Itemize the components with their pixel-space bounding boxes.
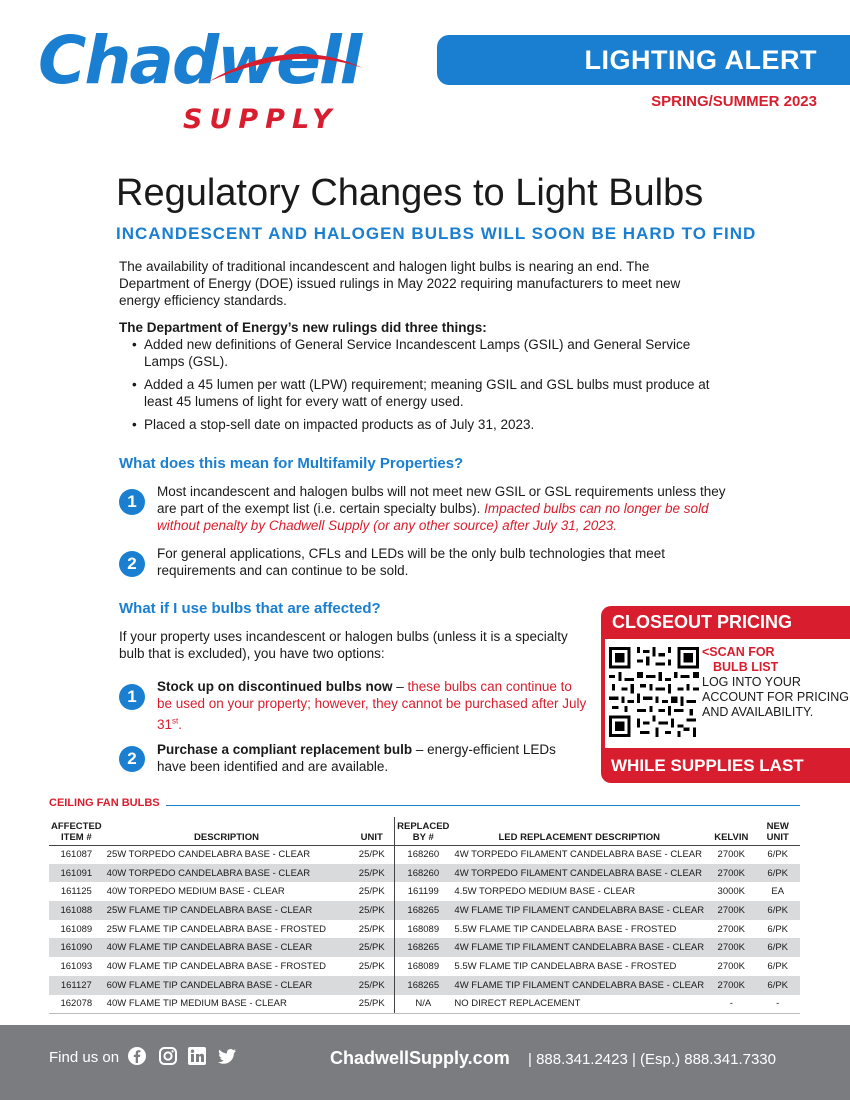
header-text: BY # — [412, 831, 434, 843]
table-row — [49, 901, 800, 920]
cell-description: 40W TORPEDO MEDIUM BASE - CLEAR — [106, 886, 285, 898]
multifamily-heading: What does this mean for Multifamily Properties? — [119, 455, 464, 472]
header-text: ITEM # — [61, 831, 92, 843]
cell-description: 25W FLAME TIP CANDELABRA BASE - FROSTED — [106, 923, 326, 935]
cell-kelvin: 2700K — [707, 864, 755, 883]
cell-kelvin: 2700K — [707, 901, 755, 920]
number-badge-2: 2 — [119, 551, 145, 577]
linkedin-icon[interactable] — [187, 1046, 207, 1066]
option-bold: Stock up on discontinued bulbs now — [157, 679, 393, 694]
col-unit: UNIT — [349, 817, 394, 845]
cell-replaced-by: 168265 — [395, 976, 452, 995]
cell-unit: 25/PK — [349, 938, 394, 957]
table-body — [49, 845, 800, 1013]
option-bold: Purchase a compliant replacement bulb — [157, 742, 413, 757]
cell-unit: 25/PK — [349, 976, 394, 995]
cell-unit: 25/PK — [349, 901, 394, 920]
item-text: Most incandescent and halogen bulbs will not meet new GSIL or GSL requirements unless they are part of the exempt list (i.e. certain specialty bulbs). — [157, 484, 726, 516]
page-subtitle: INCANDESCENT AND HALOGEN BULBS WILL SOON BE HARD TO FIND — [116, 224, 757, 243]
cell-led-description: 5.5W FLAME TIP CANDELABRA BASE - FROSTED — [454, 960, 677, 972]
cell-replaced-by: 168260 — [395, 845, 452, 864]
twitter-icon[interactable] — [217, 1046, 237, 1066]
cell-replaced-by: N/A — [395, 995, 452, 1014]
cell-item-number: 161088 — [49, 901, 104, 920]
cell-new-unit: 6/PK — [755, 938, 800, 957]
cell-led-description: 4W TORPEDO FILAMENT CANDELABRA BASE - CLEAR — [451, 864, 707, 883]
qr-code-icon[interactable] — [609, 647, 699, 737]
table-header-row — [49, 817, 800, 845]
cell-led-description: 4W FLAME TIP FILAMENT CANDELABRA BASE - CLEAR — [451, 976, 707, 995]
cell-led-description: 4W FLAME TIP FILAMENT CANDELABRA BASE - CLEAR — [451, 938, 707, 957]
period: . — [178, 716, 183, 732]
number-badge-2: 2 — [119, 746, 145, 772]
list-item: • Placed a stop-sell date on impacted products as of July 31, 2023. — [132, 416, 732, 433]
option-rest: – energy-efficient LEDs have been identified and are available. — [157, 742, 556, 774]
facebook-icon[interactable] — [127, 1046, 147, 1066]
table-row — [49, 976, 800, 995]
cell-new-unit: EA — [771, 886, 785, 898]
table-row — [49, 864, 800, 883]
cell-led-description: 4.5W TORPEDO MEDIUM BASE - CLEAR — [454, 886, 636, 898]
cell-item-number: 161127 — [49, 976, 104, 995]
cell-description: 40W TORPEDO CANDELABRA BASE - CLEAR — [104, 864, 350, 883]
header-text: AFFECTED — [51, 820, 102, 832]
cell-item-number: 162078 — [49, 995, 104, 1014]
multifamily-item-2: For general applications, CFLs and LEDs will be the only bulb technologies that meet requirements and can continue to be sold. — [157, 546, 666, 578]
col-affected-item — [49, 817, 104, 845]
intro-paragraph: The availability of traditional incandescent and halogen light bulbs is nearing an end. The Department of Energy (DOE) issued rulings in May 2022 requiring manufacturers to meet new energy efficiency standards. — [119, 259, 681, 308]
cell-kelvin: 2700K — [717, 849, 746, 861]
chadwell-supply-logo[interactable] — [38, 22, 368, 138]
table-row — [49, 845, 800, 864]
table-row — [49, 938, 800, 957]
multifamily-item-1 — [157, 483, 727, 534]
closeout-footer: WHILE SUPPLIES LAST — [601, 748, 850, 783]
ceiling-fan-bulbs-table — [49, 817, 800, 1014]
table-row — [49, 882, 800, 901]
cell-led-description: 4W TORPEDO FILAMENT CANDELABRA BASE - CLEAR — [454, 849, 702, 861]
list-item: • Added new definitions of General Service Incandescent Lamps (GSIL) and General Service Lamps (GSL). — [132, 336, 732, 370]
cell-replaced-by: 168260 — [395, 864, 452, 883]
cell-unit: 25/PK — [349, 995, 394, 1014]
col-description: DESCRIPTION — [104, 817, 350, 845]
cell-new-unit: 6/PK — [767, 849, 789, 861]
affected-option-2 — [157, 741, 587, 775]
cell-replaced-by: 168265 — [395, 938, 452, 957]
cell-unit: 25/PK — [358, 923, 385, 935]
cell-description: 40W FLAME TIP CANDELABRA BASE - FROSTED — [106, 960, 326, 972]
cell-description: 60W FLAME TIP CANDELABRA BASE - CLEAR — [104, 976, 350, 995]
cell-replaced-by: 168089 — [395, 920, 452, 939]
superscript: st — [172, 716, 179, 725]
cell-description: 25W FLAME TIP CANDELABRA BASE - CLEAR — [104, 901, 350, 920]
cell-new-unit: 6/PK — [755, 901, 800, 920]
cell-new-unit: - — [755, 995, 800, 1014]
cell-replaced-by: 168089 — [395, 957, 452, 976]
cell-unit: 25/PK — [349, 864, 394, 883]
table-title-bar — [49, 797, 800, 811]
dash: – — [392, 679, 408, 694]
cell-kelvin: 2700K — [717, 960, 746, 972]
affected-option-1 — [157, 678, 587, 733]
instagram-icon[interactable] — [158, 1046, 178, 1066]
list-item: • Added a 45 lumen per watt (LPW) requirement; meaning GSIL and GSL bulbs must produce at least 45 lumens of light for every watt of energy used. — [132, 376, 732, 410]
logo-subtext: SUPPLY — [183, 104, 339, 135]
cell-unit: 25/PK — [358, 960, 385, 972]
item-warning-text: Impacted bulbs can no longer be sold without penalty by Chadwell Supply (or any other source) after July 31, 2023. — [157, 501, 709, 533]
cell-kelvin: 2700K — [707, 938, 755, 957]
scan-label-2: BULB LIST — [713, 660, 779, 674]
closeout-title: CLOSEOUT PRICING — [601, 606, 850, 639]
table-row — [49, 995, 800, 1014]
cell-new-unit: 6/PK — [755, 864, 800, 883]
cell-kelvin: 3000K — [717, 886, 746, 898]
table-title: CEILING FAN BULBS — [49, 797, 166, 809]
cell-item-number: 161093 — [60, 960, 93, 972]
header-text: REPLACED — [397, 820, 450, 832]
website-link[interactable]: ChadwellSupply.com — [330, 1048, 510, 1068]
cell-description: 25W TORPEDO CANDELABRA BASE - CLEAR — [106, 849, 311, 861]
cell-new-unit: 6/PK — [767, 923, 789, 935]
col-new-unit — [755, 817, 800, 845]
cell-led-description: 5.5W FLAME TIP CANDELABRA BASE - FROSTED — [454, 923, 677, 935]
cell-new-unit: 6/PK — [767, 960, 789, 972]
closeout-pricing-box — [601, 606, 850, 779]
cell-unit: 25/PK — [358, 849, 385, 861]
option-red: these bulbs can continue to be used on your property; however, they cannot be purchased after July 31 — [157, 679, 587, 732]
number-badge-1: 1 — [119, 489, 145, 515]
cell-item-number: 161090 — [49, 938, 104, 957]
cell-new-unit: 6/PK — [755, 976, 800, 995]
phone-numbers: | 888.341.2423 | (Esp.) 888.341.7330 — [528, 1051, 776, 1068]
page-footer — [0, 1025, 850, 1100]
cell-replaced-by: 161199 — [395, 882, 452, 901]
cell-kelvin: - — [707, 995, 755, 1014]
scan-body-text: LOG INTO YOUR ACCOUNT FOR PRICING AND AVAILABILITY. — [702, 675, 849, 719]
page-title: Regulatory Changes to Light Bulbs — [116, 172, 704, 214]
closeout-body — [601, 639, 850, 748]
find-us-label: Find us on — [49, 1049, 120, 1066]
affected-paragraph: If your property uses incandescent or halogen bulbs (unless it is a specialty bulb that is excluded), you have two options: — [119, 629, 568, 661]
logo-swoosh-icon — [198, 40, 368, 100]
cell-kelvin: 2700K — [707, 976, 755, 995]
header-text: NEW — [766, 820, 789, 832]
cell-replaced-by: 168265 — [395, 901, 452, 920]
cell-description: 40W FLAME TIP MEDIUM BASE - CLEAR — [104, 995, 350, 1014]
cell-item-number: 161087 — [60, 849, 93, 861]
col-kelvin: KELVIN — [707, 817, 755, 845]
logo-wordmark: Chadwell — [38, 22, 361, 99]
col-led-description: LED REPLACEMENT DESCRIPTION — [451, 817, 707, 845]
cell-item-number: 161091 — [49, 864, 104, 883]
scan-instructions — [702, 645, 850, 720]
cell-led-description: NO DIRECT REPLACEMENT — [451, 995, 707, 1014]
number-badge-1: 1 — [119, 684, 145, 710]
cell-unit: 25/PK — [358, 886, 385, 898]
lighting-alert-banner: LIGHTING ALERT — [437, 35, 850, 85]
header-text: UNIT — [766, 831, 789, 843]
rulings-heading: The Department of Energy’s new rulings did three things: — [119, 320, 487, 335]
scan-label-1: <SCAN FOR — [702, 645, 775, 659]
affected-heading: What if I use bulbs that are affected? — [119, 600, 381, 617]
cell-led-description: 4W FLAME TIP FILAMENT CANDELABRA BASE - CLEAR — [451, 901, 707, 920]
cell-kelvin: 2700K — [717, 923, 746, 935]
cell-item-number: 161125 — [60, 886, 92, 898]
table-row — [49, 920, 800, 939]
cell-item-number: 161089 — [60, 923, 93, 935]
rulings-list — [132, 336, 732, 439]
table-row — [49, 957, 800, 976]
col-replaced-by — [395, 817, 452, 845]
cell-description: 40W FLAME TIP CANDELABRA BASE - CLEAR — [104, 938, 350, 957]
season-label: SPRING/SUMMER 2023 — [651, 93, 817, 110]
